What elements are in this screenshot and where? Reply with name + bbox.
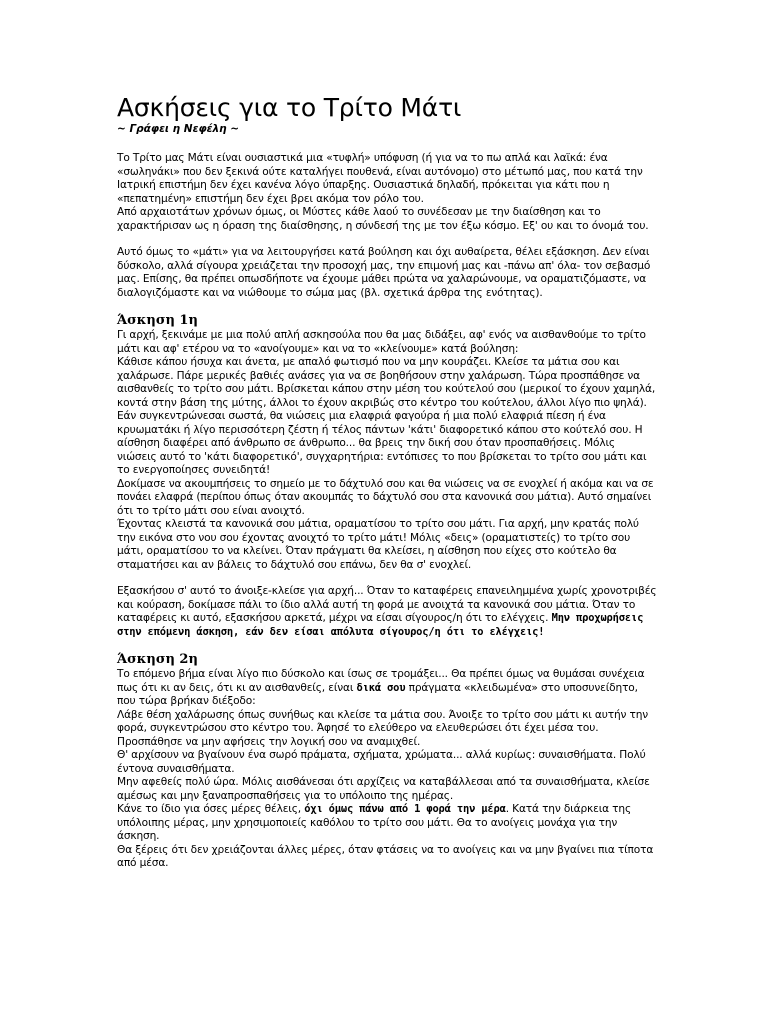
exercise-1-paragraph-5 (117, 585, 657, 639)
exercise-1-paragraph-2: Κάθισε κάπου ήσυχα και άνετα, με απαλό φωτισμό που να μην κουράζει. Κλείσε τα μάτια σου και χαλάρωσε. Πάρε μερικές βαθιές ανάσες για να σε βοηθήσουν στην χαλάρωση. Τώρα προσπάθησε να αισθανθείς το τρίτο σου μάτι. Βρίσκεται κάπου στην μέση του κούτελού σου (μερικοί το έχουν χαμηλά, κοντά στην βάση της μύτης, άλλοι το έχουν ακριβώς στο κέντρο του κούτελου, άλλοι λίγο πιο ψηλά). Εάν συγκεντρώνεσαι σωστά, θα νιώσεις μια ελαφριά φαγούρα ή μια πολύ ελαφριά πίεση ή ένα κρυωματάκι ή λίγο περισσότερη ζέστη ή τέλος πάντων 'κάτι' διαφορετικό κάπου στο κούτελό σου. Η αίσθηση διαφέρει από άνθρωπο σε άνθρωπο... θα βρεις την δική σου όταν προσπαθήσεις. Μόλις νιώσεις αυτό το 'κάτι διαφορετικό', συγχαρητήρια: εντόπισες το που βρίσκεται το τρίτο σου μάτι και το ενεργοποίησες συνειδητά! (117, 356, 656, 476)
exercise-2-p5-emphasis: όχι όμως πάνω από 1 φορά την μέρα (304, 803, 506, 815)
exercise-2-paragraph-5 (117, 803, 657, 844)
page-title: Ασκήσεις για το Τρίτο Μάτι (117, 93, 462, 122)
exercise-1-paragraph-1: Γι αρχή, ξεκινάμε με μια πολύ απλή ασκησούλα που θα μας διδάξει, αφ' ενός να αισθανθούμε το τρίτο μάτι και αφ' ετέρου να το «ανοίγουμε» και να το «κλείνουμε» κατά βούληση: (117, 329, 646, 355)
intro-paragraph-3: Αυτό όμως το «μάτι» για να λειτουργήσει κατά βούληση και όχι αυθαίρετα, θέλει εξάσκηση. Δεν είναι δύσκολο, αλλά σίγουρα χρειάζεται την προσοχή μας, την επιμονή μας και -πάνω απ' όλα- τον σεβασμό μας. Επίσης, θα πρέπει οπωσδήποτε να έχουμε μάθει πρώτα να χαλαρώνουμε, να οραματιζόμαστε, να διαλογιζόμαστε και να νιώθουμε το σώμα μας (βλ. σχετικά άρθρα της ενότητας). (117, 246, 651, 299)
exercise-2-p1-emphasis: δικά σου (356, 681, 406, 694)
exercise-2-heading: Άσκηση 2η (117, 652, 198, 667)
exercise-2-p1-text-a: Το επόμενο βήμα είναι λίγο πιο δύσκολο και ίσως σε τρομάξει... Θα πρέπει όμως να θυμάσαι συνέχεια πως ότι κι αν δεις, ότι κι αν αισθανθείς, είναι (117, 668, 645, 694)
exercise-2-paragraph-4: Μην αφεθείς πολύ ώρα. Μόλις αισθάνεσαι ότι αρχίζεις να καταβάλλεσαι από τα συναισθήματα, κλείσε αμέσως και μην ξαναπροσπαθήσεις για το υπόλοιπο της ημέρας. (117, 776, 650, 802)
exercise-1-paragraph-4: Έχοντας κλειστά τα κανονικά σου μάτια, οραματίσου το τρίτο σου μάτι. Για αρχή, μην κρατάς πολύ την εικόνα στο νου σου έχοντας ανοιχτό το τρίτο μάτι! Μόλις «δεις» (οραματιστείς) το τρίτο σου μάτι, οραματίσου το να κλείνει. Όταν πράγματι θα κλείσει, η αίσθηση που είχες στο κούτελο θα σταματήσει και αν βάλεις το δάχτυλό σου επάνω, δεν θα σ' ενοχλεί. (117, 518, 639, 571)
exercise-2-p5-text-b: . Κατά την διάρκεια της υπόλοιπης μέρας, μην χρησιμοποιείς καθόλου το τρίτο σου μάτι. Θα το ανοίγεις μονάχα για την άσκηση. (117, 803, 632, 842)
article (117, 93, 657, 871)
exercise-2-paragraph-3: Θ' αρχίσουν να βγαίνουν ένα σωρό πράματα, σχήματα, χρώματα... αλλά κυρίως: συναισθήματα. Πολύ έντονα συναισθήματα. (117, 749, 646, 775)
exercise-1-p5-text: Εξασκήσου σ' αυτό το άνοιξε-κλείσε για αρχή... Όταν το καταφέρεις επανειλημμένα χωρίς χρονοτριβές και κούραση, δοκίμασε πάλι το ίδιο αλλά αυτή τη φορά με ανοιχτά τα κανονικά σου μάτια. Όταν το καταφέρεις κι αυτό, εξασκήσου αρκετά, μέχρι να είσαι σίγουρος/η ότι το ελέγχεις. (117, 585, 657, 624)
exercise-2-paragraph-6: Θα ξέρεις ότι δεν χρειάζονται άλλες μέρες, όταν φτάσεις να το ανοίγεις και να μην βγαίνει πια τίποτα από μέσα. (117, 843, 654, 869)
exercise-1-paragraph-3: Δοκίμασε να ακουμπήσεις το σημείο με το δάχτυλό σου και θα νιώσεις να σε ενοχλεί ή ακόμα και να σε πονάει ελαφρά (περίπου όπως όταν ακουμπάς το δάχτυλό σου στα κανονικά σου μάτια). Αυτό σημαίνει ότι το τρίτο μάτι σου είναι ανοιχτό. (117, 477, 654, 517)
exercise-1-heading: Άσκηση 1η (117, 313, 198, 328)
exercise-2-paragraph-2: Λάβε θέση χαλάρωσης όπως συνήθως και κλείσε τα μάτια σου. Άνοιξε το τρίτο σου μάτι κι αυτήν την φορά, συγκεντρώσου στο κέντρο του. Άφησέ το ελεύθερο να ελευθερώσει ότι έχει μέσα του. Προσπάθησε να μην αφήσεις την λογική σου να αναμιχθεί. (117, 708, 649, 748)
exercise-2-p5-text-a: Κάνε το ίδιο για όσες μέρες θέλεις, (117, 803, 302, 815)
exercise-2-p1-text-b: πράγματα «κλειδωμένα» στο υποσυνείδητο, που τώρα βρήκαν διέξοδο: (117, 681, 638, 707)
exercise-1-warning: Μην προχωρήσεις στην επόμενη άσκηση, εάν δεν είσαι απόλυτα σίγουρος/η ότι το ελέγχεις! (117, 612, 644, 638)
author-byline: ~ Γράφει η Νεφέλη ~ (117, 123, 240, 135)
intro-paragraph-1: Το Τρίτο μας Μάτι είναι ουσιαστικά μια «τυφλή» υπόφυση (ή για να το πω απλά και λαϊκά: ένα «σωληνάκι» που δεν ξεκινά ούτε καταλήγει πουθενά, είναι αυτόνομο) στο μέτωπό μας, που κατά την Ιατρική επιστήμη δεν έχει κανένα λόγο ύπαρξης. Ουσιαστικά δηλαδή, πρόκειται για κάτι που η «πεπατημένη» επιστήμη δεν έχει βρει ακόμα τον ρόλο του. (117, 152, 643, 205)
exercise-2-paragraph-1 (117, 668, 657, 709)
intro-paragraph-2: Από αρχαιοτάτων χρόνων όμως, οι Μύστες κάθε λαού το συνέδεσαν με την διαίσθηση και το χαρακτήρισαν ως η όραση της διαίσθησης, η σύνδεσή της με τον έξω κόσμο. Εξ' ου και το όνομά του. (117, 206, 649, 232)
